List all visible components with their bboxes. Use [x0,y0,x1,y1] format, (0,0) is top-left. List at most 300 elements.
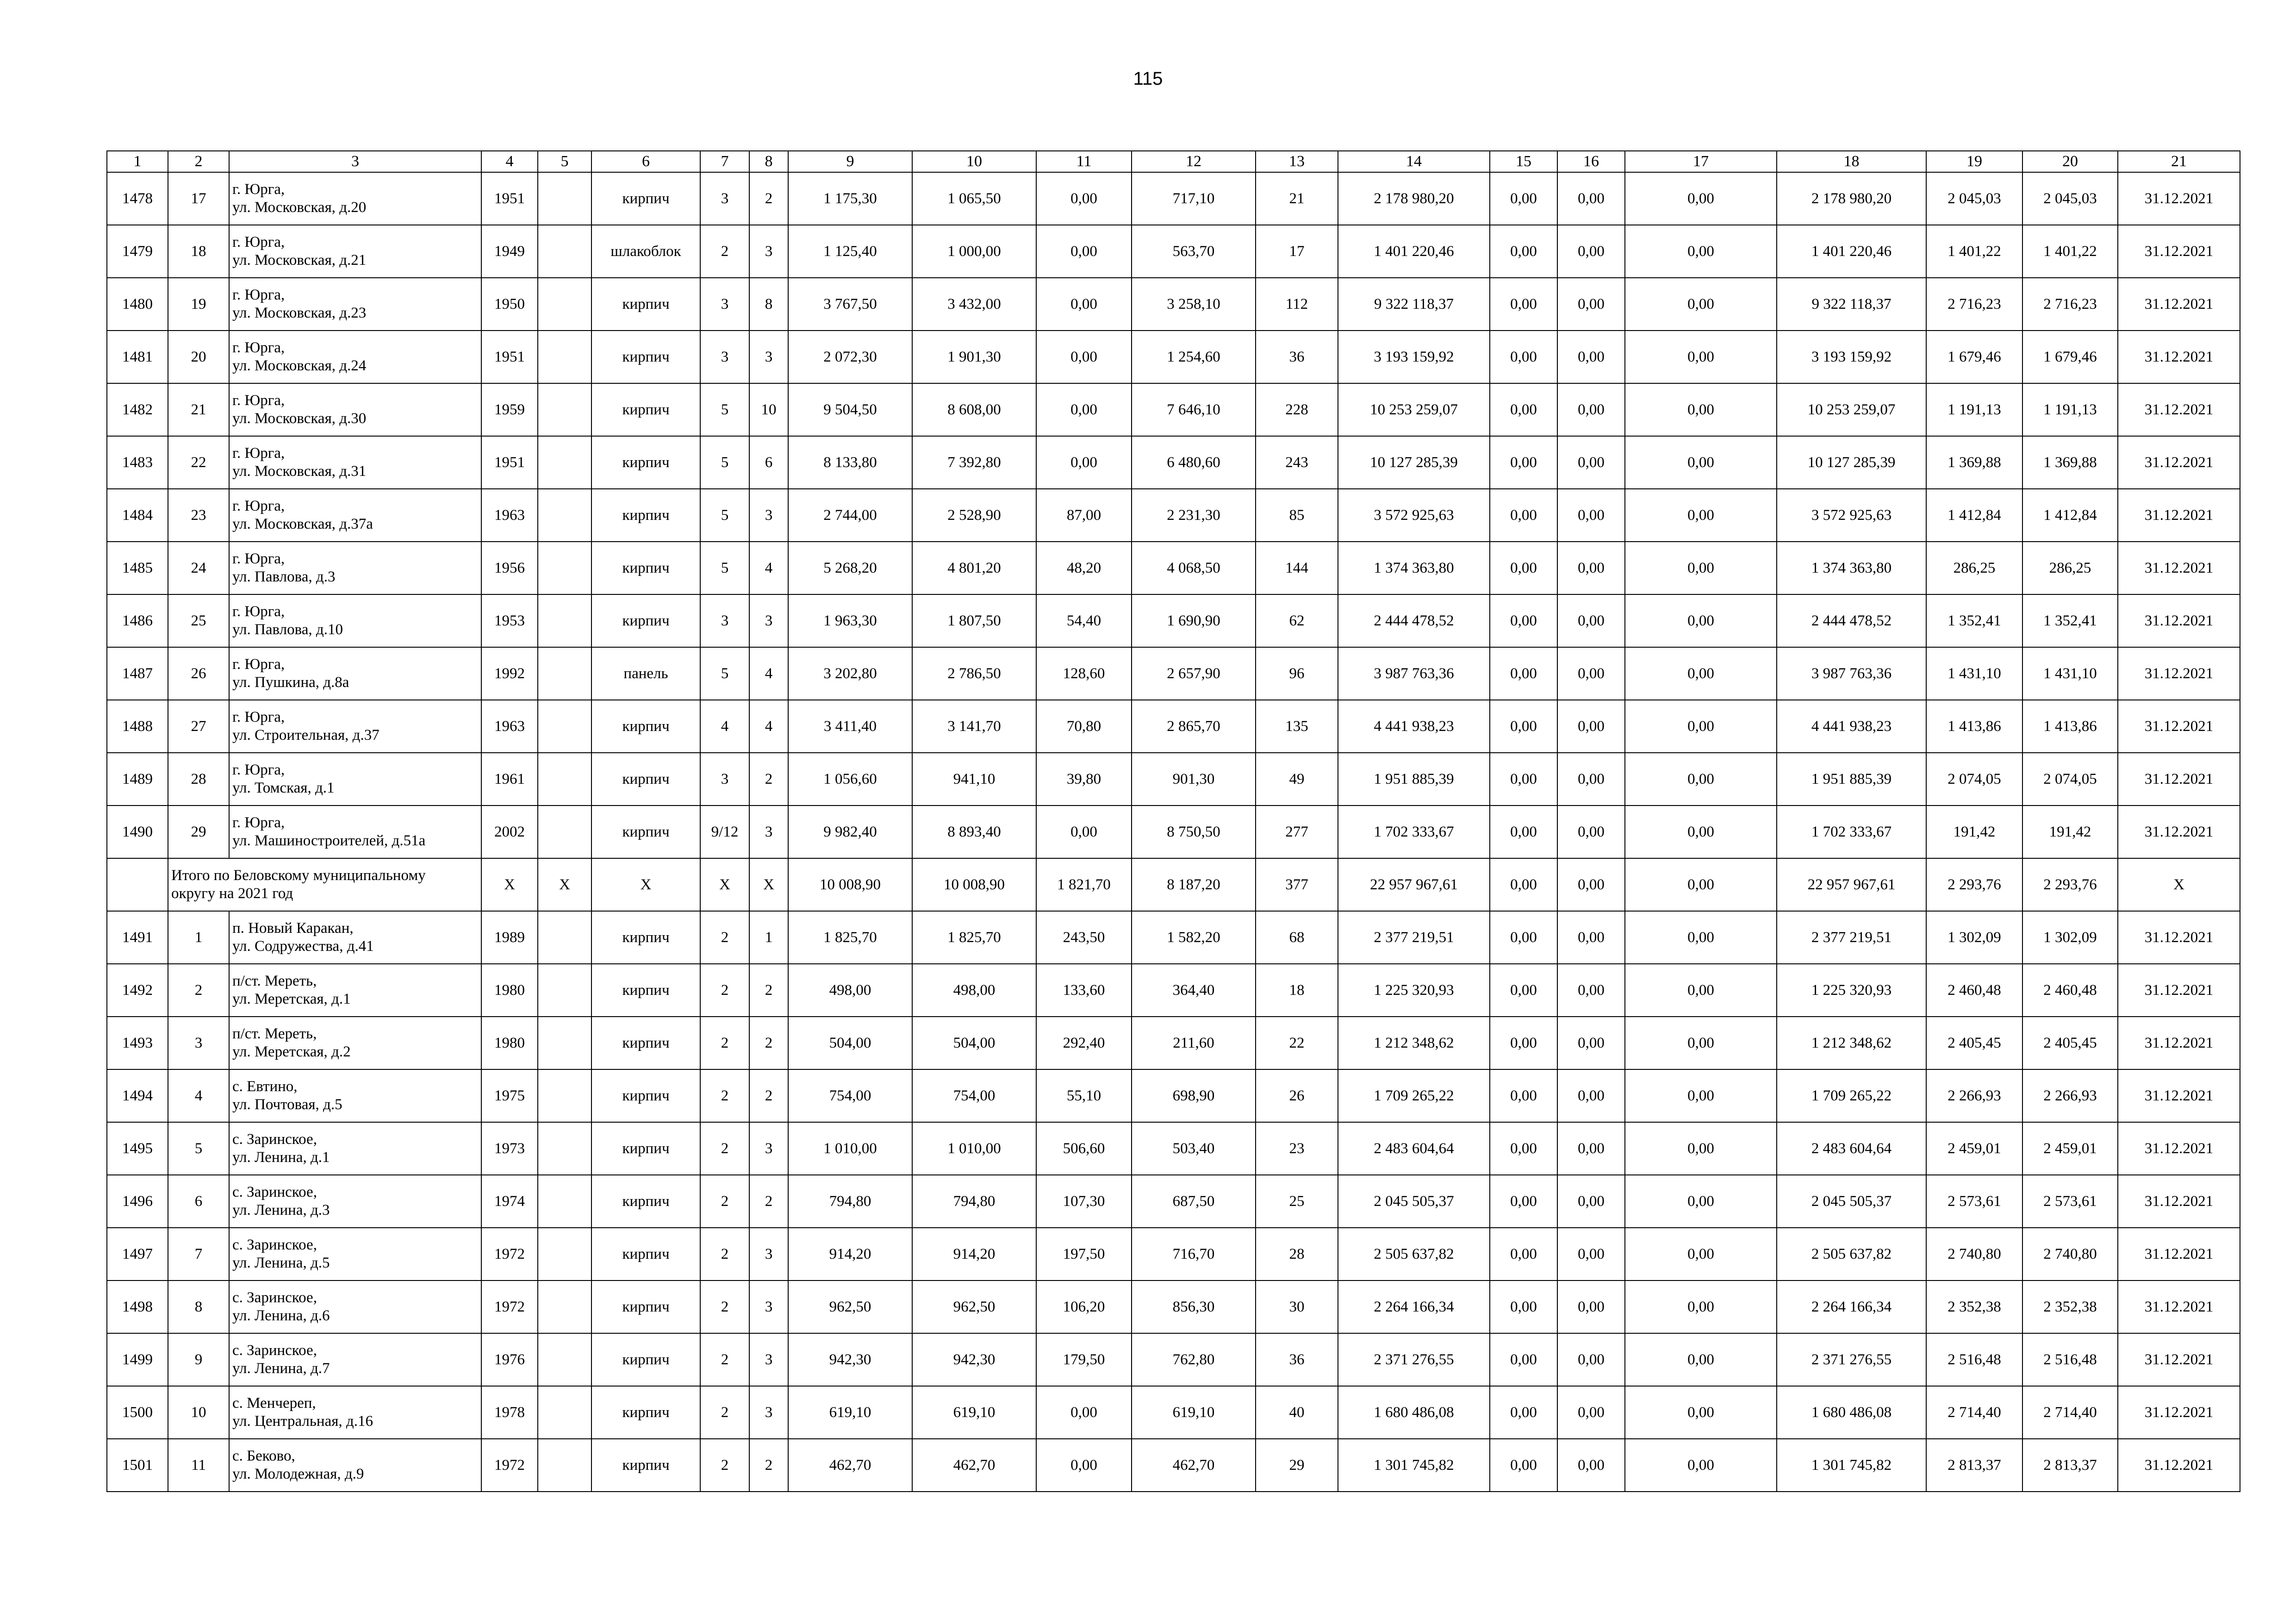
cell-col-18: 2 264 166,34 [1777,1280,1926,1333]
total-col-9: 10 008,90 [788,858,912,911]
cell-col-7: 3 [700,172,749,225]
cell-col-16: 0,00 [1557,1280,1625,1333]
cell-col-16: 0,00 [1557,278,1625,331]
cell-col-19: 2 352,38 [1926,1280,2022,1333]
cell-col-20: 2 459,01 [2022,1122,2118,1175]
cell-col-2: 18 [168,225,229,278]
table-row [107,225,2240,278]
cell-col-10: 794,80 [912,1175,1036,1228]
cell-col-19: 1 352,41 [1926,594,2022,647]
cell-col-18: 1 225 320,93 [1777,964,1926,1017]
cell-col-20: 2 074,05 [2022,753,2118,806]
cell-col-15: 0,00 [1490,278,1557,331]
total-col-4: X [481,858,538,911]
cell-col-4: 1972 [481,1280,538,1333]
cell-col-7: 2 [700,225,749,278]
address-street: ул. Московская, д.24 [232,357,367,374]
address-cell [229,383,481,436]
cell-col-1: 1496 [107,1175,168,1228]
cell-col-6: кирпич [591,1386,700,1439]
address-cell [229,1439,481,1492]
cell-col-17: 0,00 [1625,700,1777,753]
cell-col-10: 1 000,00 [912,225,1036,278]
address-street: ул. Московская, д.21 [232,252,367,269]
cell-col-15: 0,00 [1490,647,1557,700]
cell-col-1: 1491 [107,911,168,964]
cell-col-7: 3 [700,278,749,331]
cell-col-21: 31.12.2021 [2118,1122,2240,1175]
cell-col-9: 2 072,30 [788,331,912,383]
column-number-header: 4 [481,151,538,172]
table-row [107,1280,2240,1333]
address-street: ул. Ленина, д.5 [232,1255,330,1271]
cell-col-9: 2 744,00 [788,489,912,542]
cell-col-18: 1 401 220,46 [1777,225,1926,278]
cell-col-9: 794,80 [788,1175,912,1228]
cell-col-21: 31.12.2021 [2118,1228,2240,1280]
cell-col-14: 2 045 505,37 [1338,1175,1490,1228]
cell-col-17: 0,00 [1625,542,1777,594]
cell-col-12: 2 865,70 [1132,700,1256,753]
cell-col-1: 1499 [107,1333,168,1386]
cell-col-6: кирпич [591,1017,700,1069]
address-locality: с. Заринское, [232,1131,317,1148]
cell-col-14: 10 127 285,39 [1338,436,1490,489]
cell-col-16: 0,00 [1557,1333,1625,1386]
address-locality: г. Юрга, [232,445,285,462]
cell-col-14: 2 444 478,52 [1338,594,1490,647]
cell-col-20: 1 352,41 [2022,594,2118,647]
address-street: ул. Содружества, д.41 [232,938,374,955]
cell-col-21: 31.12.2021 [2118,753,2240,806]
cell-col-20: 1 413,86 [2022,700,2118,753]
total-col-14: 22 957 967,61 [1338,858,1490,911]
cell-col-1: 1480 [107,278,168,331]
cell-col-18: 10 127 285,39 [1777,436,1926,489]
cell-col-9: 3 767,50 [788,278,912,331]
total-label-line: Итого по Беловскому муниципальному [171,867,426,884]
cell-col-2: 22 [168,436,229,489]
cell-col-14: 2 178 980,20 [1338,172,1490,225]
cell-col-21: 31.12.2021 [2118,383,2240,436]
cell-col-2: 3 [168,1017,229,1069]
cell-col-11: 48,20 [1036,542,1132,594]
total-col-13: 377 [1256,858,1338,911]
cell-col-15: 0,00 [1490,1122,1557,1175]
cell-col-21: 31.12.2021 [2118,436,2240,489]
cell-col-5 [538,383,591,436]
cell-col-1: 1487 [107,647,168,700]
cell-col-9: 1 125,40 [788,225,912,278]
cell-col-6: кирпич [591,594,700,647]
cell-col-13: 135 [1256,700,1338,753]
cell-col-8: 2 [749,1439,788,1492]
table-row [107,1122,2240,1175]
cell-col-8: 3 [749,1122,788,1175]
cell-col-19: 2 405,45 [1926,1017,2022,1069]
cell-col-2: 11 [168,1439,229,1492]
cell-col-8: 10 [749,383,788,436]
cell-col-5 [538,806,591,858]
cell-col-15: 0,00 [1490,594,1557,647]
cell-col-4: 1961 [481,753,538,806]
cell-col-16: 0,00 [1557,806,1625,858]
address-street: ул. Центральная, д.16 [232,1413,373,1430]
cell-col-21: 31.12.2021 [2118,1017,2240,1069]
total-col-18: 22 957 967,61 [1777,858,1926,911]
total-col-7: X [700,858,749,911]
cell-col-18: 1 709 265,22 [1777,1069,1926,1122]
table-row [107,1175,2240,1228]
cell-col-18: 2 483 604,64 [1777,1122,1926,1175]
cell-col-9: 1 825,70 [788,911,912,964]
cell-col-11: 243,50 [1036,911,1132,964]
cell-col-2: 28 [168,753,229,806]
address-cell [229,1175,481,1228]
cell-col-11: 133,60 [1036,964,1132,1017]
column-number-header: 12 [1132,151,1256,172]
table-row [107,1228,2240,1280]
cell-col-11: 0,00 [1036,225,1132,278]
cell-col-19: 2 516,48 [1926,1333,2022,1386]
address-locality: г. Юрга, [232,603,285,620]
total-empty-cell [107,858,168,911]
cell-col-18: 3 987 763,36 [1777,647,1926,700]
cell-col-21: 31.12.2021 [2118,964,2240,1017]
cell-col-11: 0,00 [1036,1439,1132,1492]
cell-col-14: 1 680 486,08 [1338,1386,1490,1439]
address-street: ул. Ленина, д.7 [232,1360,330,1377]
table-row [107,806,2240,858]
cell-col-13: 29 [1256,1439,1338,1492]
cell-col-10: 3 141,70 [912,700,1036,753]
total-col-5: X [538,858,591,911]
cell-col-11: 54,40 [1036,594,1132,647]
cell-col-19: 2 573,61 [1926,1175,2022,1228]
cell-col-4: 1949 [481,225,538,278]
cell-col-9: 3 411,40 [788,700,912,753]
cell-col-8: 8 [749,278,788,331]
cell-col-7: 2 [700,1439,749,1492]
cell-col-16: 0,00 [1557,647,1625,700]
address-street: ул. Московская, д.20 [232,199,367,216]
cell-col-15: 0,00 [1490,1228,1557,1280]
cell-col-18: 9 322 118,37 [1777,278,1926,331]
column-number-header: 20 [2022,151,2118,172]
cell-col-20: 2 352,38 [2022,1280,2118,1333]
cell-col-11: 55,10 [1036,1069,1132,1122]
table-row [107,1386,2240,1439]
cell-col-15: 0,00 [1490,1280,1557,1333]
cell-col-5 [538,1017,591,1069]
cell-col-6: кирпич [591,1439,700,1492]
total-col-12: 8 187,20 [1132,858,1256,911]
cell-col-17: 0,00 [1625,594,1777,647]
cell-col-13: 62 [1256,594,1338,647]
cell-col-11: 0,00 [1036,806,1132,858]
cell-col-4: 1951 [481,436,538,489]
address-locality: г. Юрга, [232,339,285,356]
address-cell [229,172,481,225]
cell-col-4: 1980 [481,1017,538,1069]
cell-col-14: 1 374 363,80 [1338,542,1490,594]
cell-col-4: 1951 [481,331,538,383]
cell-col-14: 1 401 220,46 [1338,225,1490,278]
cell-col-20: 2 813,37 [2022,1439,2118,1492]
cell-col-9: 754,00 [788,1069,912,1122]
cell-col-7: 5 [700,647,749,700]
cell-col-6: кирпич [591,1333,700,1386]
cell-col-7: 2 [700,1228,749,1280]
cell-col-9: 462,70 [788,1439,912,1492]
cell-col-14: 3 572 925,63 [1338,489,1490,542]
cell-col-19: 1 679,46 [1926,331,2022,383]
cell-col-2: 19 [168,278,229,331]
column-number-header: 2 [168,151,229,172]
cell-col-17: 0,00 [1625,1386,1777,1439]
cell-col-6: кирпич [591,1122,700,1175]
cell-col-16: 0,00 [1557,1386,1625,1439]
total-col-6: X [591,858,700,911]
address-cell [229,1017,481,1069]
cell-col-14: 1 951 885,39 [1338,753,1490,806]
address-locality: п/ст. Мереть, [232,1025,317,1043]
cell-col-10: 3 432,00 [912,278,1036,331]
cell-col-10: 941,10 [912,753,1036,806]
cell-col-5 [538,1280,591,1333]
cell-col-4: 1980 [481,964,538,1017]
address-cell [229,753,481,806]
cell-col-11: 70,80 [1036,700,1132,753]
cell-col-17: 0,00 [1625,911,1777,964]
cell-col-8: 3 [749,1228,788,1280]
address-cell [229,1122,481,1175]
cell-col-6: кирпич [591,806,700,858]
address-street: ул. Почтовая, д.5 [232,1096,342,1113]
cell-col-2: 25 [168,594,229,647]
cell-col-8: 3 [749,331,788,383]
table-row [107,1333,2240,1386]
cell-col-18: 3 572 925,63 [1777,489,1926,542]
cell-col-18: 1 702 333,67 [1777,806,1926,858]
cell-col-2: 21 [168,383,229,436]
cell-col-5 [538,647,591,700]
cell-col-12: 687,50 [1132,1175,1256,1228]
cell-col-15: 0,00 [1490,753,1557,806]
cell-col-12: 364,40 [1132,964,1256,1017]
cell-col-20: 2 573,61 [2022,1175,2118,1228]
cell-col-13: 21 [1256,172,1338,225]
cell-col-8: 3 [749,489,788,542]
cell-col-17: 0,00 [1625,383,1777,436]
address-street: ул. Молодежная, д.9 [232,1466,364,1482]
cell-col-14: 9 322 118,37 [1338,278,1490,331]
column-number-header: 7 [700,151,749,172]
cell-col-19: 286,25 [1926,542,2022,594]
cell-col-13: 36 [1256,1333,1338,1386]
cell-col-20: 1 302,09 [2022,911,2118,964]
cell-col-15: 0,00 [1490,1175,1557,1228]
cell-col-10: 462,70 [912,1439,1036,1492]
cell-col-20: 2 405,45 [2022,1017,2118,1069]
cell-col-12: 563,70 [1132,225,1256,278]
cell-col-8: 3 [749,1333,788,1386]
cell-col-4: 1963 [481,700,538,753]
cell-col-15: 0,00 [1490,331,1557,383]
cell-col-8: 4 [749,542,788,594]
cell-col-21: 31.12.2021 [2118,331,2240,383]
address-street: ул. Московская, д.37а [232,516,373,532]
cell-col-1: 1489 [107,753,168,806]
cell-col-5 [538,436,591,489]
cell-col-17: 0,00 [1625,436,1777,489]
address-locality: г. Юрга, [232,814,285,831]
cell-col-12: 698,90 [1132,1069,1256,1122]
cell-col-15: 0,00 [1490,911,1557,964]
column-number-header: 3 [229,151,481,172]
address-cell [229,1228,481,1280]
cell-col-8: 1 [749,911,788,964]
cell-col-10: 1 825,70 [912,911,1036,964]
cell-col-7: 5 [700,542,749,594]
cell-col-19: 1 431,10 [1926,647,2022,700]
cell-col-18: 3 193 159,92 [1777,331,1926,383]
cell-col-5 [538,964,591,1017]
cell-col-16: 0,00 [1557,594,1625,647]
cell-col-12: 762,80 [1132,1333,1256,1386]
cell-col-5 [538,1228,591,1280]
cell-col-20: 1 369,88 [2022,436,2118,489]
cell-col-5 [538,700,591,753]
cell-col-1: 1497 [107,1228,168,1280]
address-locality: г. Юрга, [232,709,285,726]
cell-col-20: 2 714,40 [2022,1386,2118,1439]
cell-col-18: 1 374 363,80 [1777,542,1926,594]
cell-col-10: 8 893,40 [912,806,1036,858]
cell-col-2: 8 [168,1280,229,1333]
cell-col-2: 9 [168,1333,229,1386]
cell-col-13: 17 [1256,225,1338,278]
cell-col-17: 0,00 [1625,806,1777,858]
cell-col-11: 0,00 [1036,383,1132,436]
cell-col-9: 3 202,80 [788,647,912,700]
column-number-header: 11 [1036,151,1132,172]
cell-col-7: 2 [700,1069,749,1122]
table-row [107,911,2240,964]
cell-col-7: 2 [700,911,749,964]
cell-col-1: 1478 [107,172,168,225]
cell-col-1: 1486 [107,594,168,647]
address-cell [229,1069,481,1122]
table-body [107,151,2240,1492]
cell-col-18: 4 441 938,23 [1777,700,1926,753]
cell-col-13: 243 [1256,436,1338,489]
cell-col-17: 0,00 [1625,1175,1777,1228]
cell-col-21: 31.12.2021 [2118,647,2240,700]
cell-col-6: кирпич [591,542,700,594]
cell-col-4: 1989 [481,911,538,964]
cell-col-10: 4 801,20 [912,542,1036,594]
cell-col-10: 1 065,50 [912,172,1036,225]
cell-col-16: 0,00 [1557,1017,1625,1069]
cell-col-11: 506,60 [1036,1122,1132,1175]
cell-col-11: 106,20 [1036,1280,1132,1333]
cell-col-20: 2 266,93 [2022,1069,2118,1122]
cell-col-6: кирпич [591,1280,700,1333]
cell-col-9: 1 963,30 [788,594,912,647]
address-locality: г. Юрга, [232,762,285,779]
cell-col-15: 0,00 [1490,489,1557,542]
cell-col-2: 6 [168,1175,229,1228]
total-col-15: 0,00 [1490,858,1557,911]
cell-col-1: 1492 [107,964,168,1017]
cell-col-2: 27 [168,700,229,753]
cell-col-16: 0,00 [1557,383,1625,436]
cell-col-11: 128,60 [1036,647,1132,700]
cell-col-8: 3 [749,806,788,858]
cell-col-13: 228 [1256,383,1338,436]
cell-col-11: 87,00 [1036,489,1132,542]
cell-col-8: 2 [749,172,788,225]
cell-col-9: 1 010,00 [788,1122,912,1175]
cell-col-14: 1 301 745,82 [1338,1439,1490,1492]
total-label-line: округу на 2021 год [171,885,293,902]
cell-col-1: 1495 [107,1122,168,1175]
cell-col-13: 96 [1256,647,1338,700]
address-cell [229,489,481,542]
cell-col-21: 31.12.2021 [2118,1439,2240,1492]
address-cell [229,1333,481,1386]
table-row [107,542,2240,594]
table-row [107,1069,2240,1122]
cell-col-2: 5 [168,1122,229,1175]
cell-col-18: 2 505 637,82 [1777,1228,1926,1280]
cell-col-21: 31.12.2021 [2118,806,2240,858]
cell-col-7: 2 [700,964,749,1017]
cell-col-16: 0,00 [1557,1122,1625,1175]
cell-col-19: 2 045,03 [1926,172,2022,225]
cell-col-4: 1978 [481,1386,538,1439]
cell-col-12: 619,10 [1132,1386,1256,1439]
cell-col-15: 0,00 [1490,700,1557,753]
cell-col-11: 0,00 [1036,1386,1132,1439]
cell-col-9: 5 268,20 [788,542,912,594]
cell-col-21: 31.12.2021 [2118,911,2240,964]
cell-col-1: 1481 [107,331,168,383]
cell-col-13: 30 [1256,1280,1338,1333]
cell-col-9: 1 175,30 [788,172,912,225]
total-label [168,858,481,911]
cell-col-1: 1501 [107,1439,168,1492]
cell-col-8: 3 [749,1280,788,1333]
cell-col-14: 4 441 938,23 [1338,700,1490,753]
cell-col-18: 2 371 276,55 [1777,1333,1926,1386]
cell-col-7: 5 [700,383,749,436]
cell-col-4: 1951 [481,172,538,225]
cell-col-13: 23 [1256,1122,1338,1175]
cell-col-14: 1 212 348,62 [1338,1017,1490,1069]
cell-col-7: 2 [700,1280,749,1333]
address-street: ул. Меретская, д.1 [232,991,351,1007]
cell-col-10: 942,30 [912,1333,1036,1386]
column-number-header: 19 [1926,151,2022,172]
table-row [107,172,2240,225]
cell-col-1: 1488 [107,700,168,753]
cell-col-20: 1 401,22 [2022,225,2118,278]
cell-col-1: 1493 [107,1017,168,1069]
address-locality: с. Заринское, [232,1289,317,1306]
cell-col-21: 31.12.2021 [2118,1280,2240,1333]
